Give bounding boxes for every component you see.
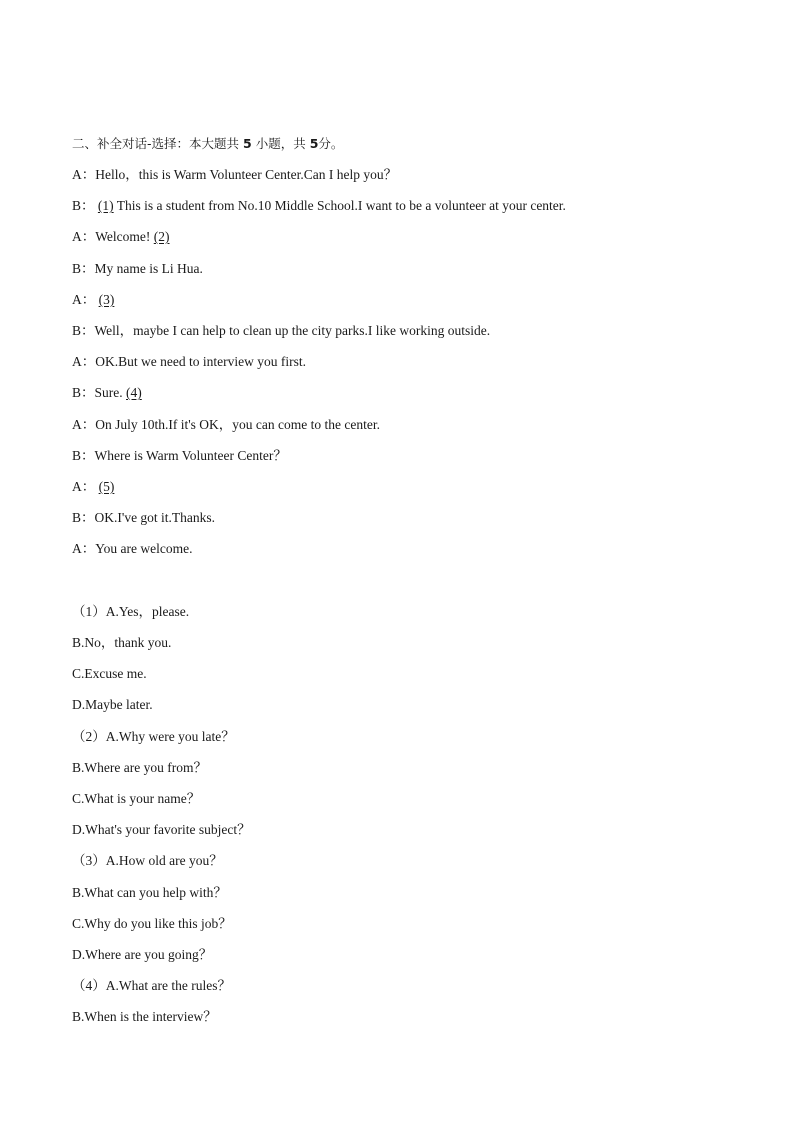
dialogue-line	[72, 166, 397, 184]
option-text: （4）A.What are the rules？	[72, 978, 231, 993]
speaker-label: B：	[72, 261, 95, 276]
option-text: C.Excuse me.	[72, 666, 147, 681]
heading-text: 二、补全对话-选择：本大题共	[72, 136, 240, 151]
option-text: B.Where are you from？	[72, 760, 207, 775]
dialogue-text: Where is Warm Volunteer Center？	[94, 448, 287, 463]
dialogue-line	[72, 384, 142, 402]
option-item[interactable]	[72, 821, 251, 839]
option-text: （1）A.Yes，please.	[72, 604, 190, 619]
speaker-label: A：	[72, 479, 96, 494]
speaker-label: B：	[72, 198, 95, 213]
option-text: B.When is the interview？	[72, 1009, 217, 1024]
dialogue-text: Hello，this is Warm Volunteer Center.Can I help you？	[95, 167, 398, 182]
dialogue-line	[72, 509, 215, 527]
dialogue-text: You are welcome.	[95, 541, 193, 556]
heading-text-end: 分。	[318, 136, 344, 151]
dialogue-line	[72, 197, 566, 215]
option-text: B.No，thank you.	[72, 635, 172, 650]
dialogue-text: Sure.	[94, 385, 127, 400]
option-text: （3）A.How old are you？	[72, 853, 223, 868]
option-item[interactable]	[72, 884, 227, 902]
option-text: D.Where are you going？	[72, 947, 213, 962]
score-count: 5	[309, 136, 319, 151]
dialogue-line	[72, 291, 114, 309]
option-item[interactable]	[72, 728, 235, 746]
speaker-label: A：	[72, 354, 96, 369]
answer-blank[interactable]: (3)	[98, 292, 115, 307]
dialogue-line	[72, 353, 306, 371]
option-item[interactable]	[72, 977, 231, 995]
option-item[interactable]	[72, 665, 147, 683]
speaker-label: B：	[72, 323, 95, 338]
option-item[interactable]	[72, 696, 153, 714]
speaker-label: A：	[72, 292, 96, 307]
option-text: D.Maybe later.	[72, 697, 153, 712]
dialogue-text: Welcome!	[95, 229, 154, 244]
dialogue-text: OK.I've got it.Thanks.	[94, 510, 216, 525]
dialogue-line	[72, 322, 490, 340]
dialogue-line	[72, 260, 203, 278]
question-count: 5	[243, 136, 252, 151]
option-item[interactable]	[72, 1008, 217, 1026]
dialogue-line	[72, 478, 114, 496]
option-item[interactable]	[72, 759, 207, 777]
speaker-label: A：	[72, 417, 96, 432]
speaker-label: A：	[72, 541, 96, 556]
option-text: B.What can you help with？	[72, 885, 227, 900]
answer-blank[interactable]: (1)	[97, 198, 114, 213]
dialogue-line	[72, 447, 287, 465]
speaker-label: B：	[72, 510, 95, 525]
answer-blank[interactable]: (2)	[153, 229, 170, 244]
dialogue-text: Well，maybe I can help to clean up the city parks.I like working outside.	[94, 323, 491, 338]
speaker-label: B：	[72, 448, 95, 463]
dialogue-line	[72, 228, 170, 246]
option-text: （2）A.Why were you late？	[72, 729, 235, 744]
section-heading	[72, 135, 343, 153]
speaker-label: A：	[72, 167, 96, 182]
dialogue-text: OK.But we need to interview you first.	[95, 354, 306, 369]
dialogue-text: This is a student from No.10 Middle School.I want to be a volunteer at your center.	[113, 198, 566, 213]
dialogue-line	[72, 540, 192, 558]
option-text: D.What's your favorite subject？	[72, 822, 251, 837]
option-item[interactable]	[72, 946, 212, 964]
option-item[interactable]	[72, 634, 171, 652]
option-text: C.What is your name？	[72, 791, 201, 806]
dialogue-line	[72, 416, 380, 434]
option-item[interactable]	[72, 852, 223, 870]
speaker-label: A：	[72, 229, 96, 244]
heading-text-mid: 小题，共	[255, 136, 306, 151]
answer-blank[interactable]: (4)	[126, 385, 142, 400]
option-item[interactable]	[72, 603, 189, 621]
option-item[interactable]	[72, 790, 200, 808]
option-text: C.Why do you like this job？	[72, 916, 232, 931]
option-item[interactable]	[72, 915, 232, 933]
dialogue-text: On July 10th.If it's OK，you can come to the center.	[95, 417, 380, 432]
speaker-label: B：	[72, 385, 95, 400]
dialogue-text: My name is Li Hua.	[94, 261, 203, 276]
answer-blank[interactable]: (5)	[98, 479, 115, 494]
